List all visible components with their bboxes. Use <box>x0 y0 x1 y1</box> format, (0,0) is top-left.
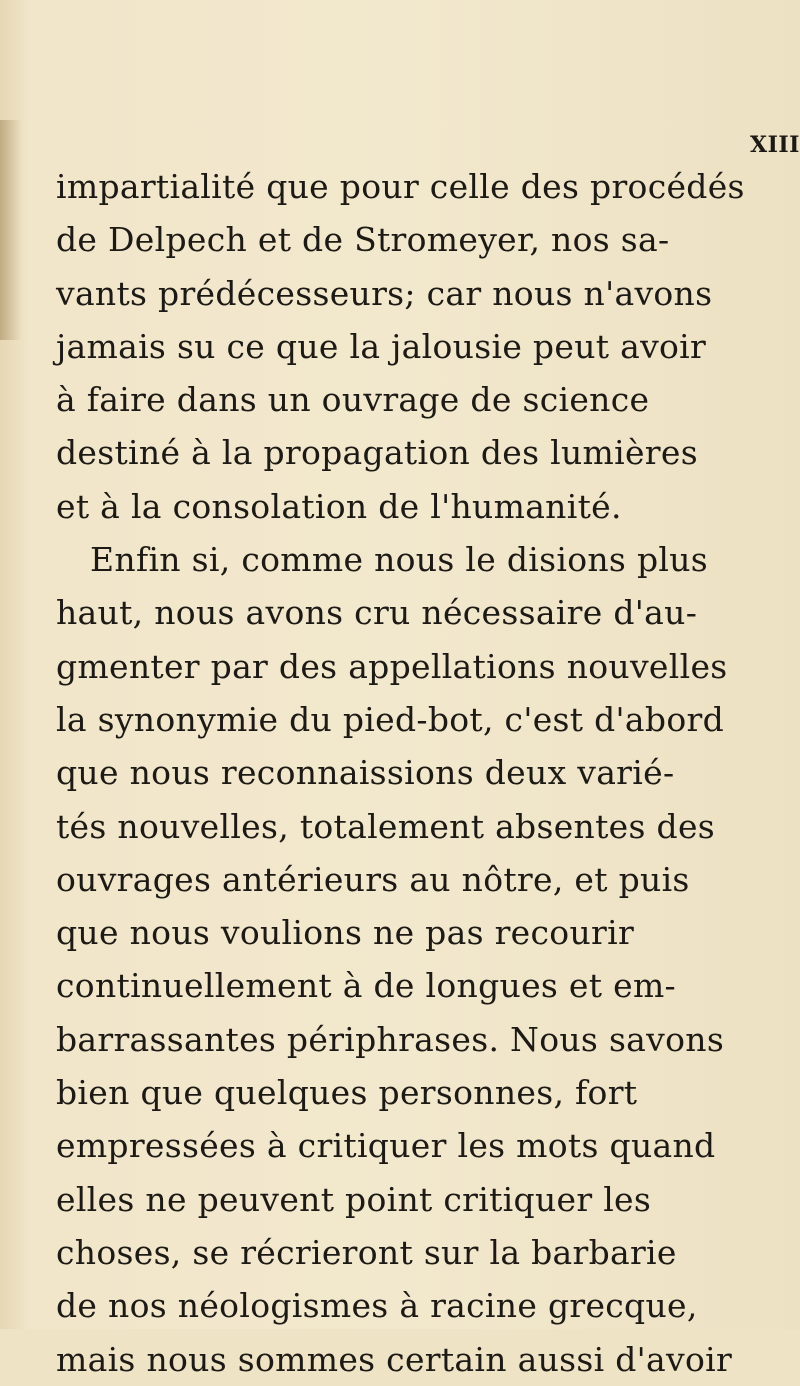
text-line: vants prédécesseurs; car nous n'avons <box>56 273 713 313</box>
text-line: que nous voulions ne pas recourir <box>56 913 635 953</box>
text-line: elles ne peuvent point critiquer les <box>56 1179 652 1219</box>
text-line: tés nouvelles, totalement absentes des <box>56 806 716 846</box>
text-line: bien que quelques personnes, fort <box>56 1073 638 1113</box>
text-block <box>56 160 756 1386</box>
text-line: barrassantes périphrases. Nous savons <box>56 1019 725 1059</box>
text-line: de Delpech et de Stromeyer, nos sa- <box>56 220 670 260</box>
text-line: Enfin si, comme nous le disions plus <box>90 540 709 580</box>
text-line: continuellement à de longues et em- <box>56 966 676 1006</box>
text-line: que nous reconnaissions deux varié- <box>56 753 675 793</box>
text-line: de nos néologismes à racine grecque, <box>56 1286 698 1326</box>
text-line: gmenter par des appellations nouvelles <box>56 646 728 686</box>
text-line: jamais su ce que la jalousie peut avoir <box>56 326 707 366</box>
text-line: choses, se récrieront sur la barbarie <box>56 1232 677 1272</box>
text-line: destiné à la propagation des lumières <box>56 433 698 473</box>
text-line: mais nous sommes certain aussi d'avoir <box>56 1339 733 1379</box>
text-line: empressées à critiquer les mots quand <box>56 1126 716 1166</box>
text-line: haut, nous avons cru nécessaire d'au- <box>56 593 698 633</box>
page-number: XIII <box>750 132 800 158</box>
text-line: la synonymie du pied-bot, c'est d'abord <box>56 699 724 739</box>
page-edge-shadow <box>0 120 22 340</box>
text-line: à faire dans un ouvrage de science <box>56 380 650 420</box>
text-line: impartialité que pour celle des procédés <box>56 167 745 206</box>
text-line: et à la consolation de l'humanité. <box>56 486 622 526</box>
text-line: ouvrages antérieurs au nôtre, et puis <box>56 859 690 899</box>
